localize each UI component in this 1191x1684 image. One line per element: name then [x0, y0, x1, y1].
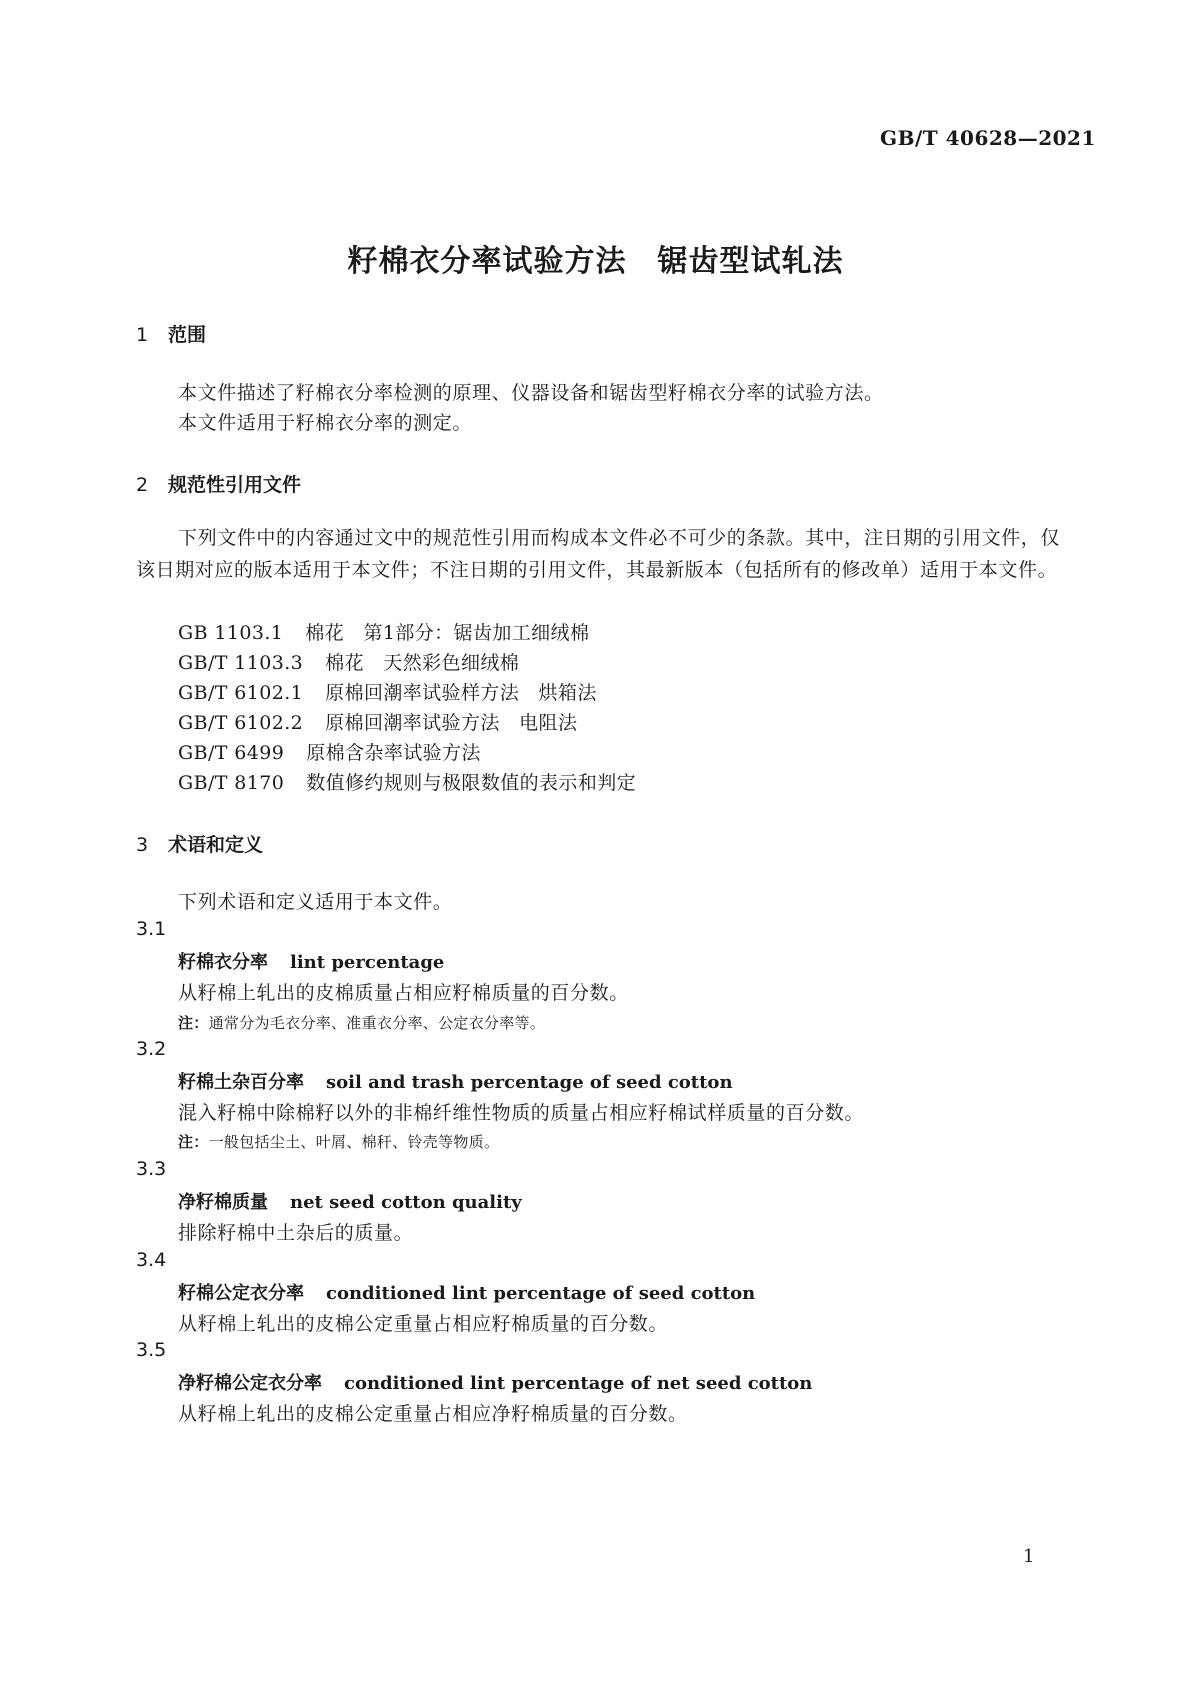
- section-number: 1: [136, 324, 149, 346]
- term-entry: [178, 1188, 522, 1214]
- clause-number: 3.1: [136, 918, 167, 940]
- term-definition: 混入籽棉中除棉籽以外的非棉纤维性物质的质量占相应籽棉试样质量的百分数。: [178, 1102, 865, 1124]
- section-3-heading: [136, 830, 263, 857]
- paragraph: 本文件适用于籽棉衣分率的测定。: [178, 412, 473, 434]
- reference-title: 原棉回潮率试验样方法 烘箱法: [325, 682, 597, 704]
- reference-item: [178, 678, 597, 705]
- term-definition: 从籽棉上轧出的皮棉公定重量占相应籽棉质量的百分数。: [178, 1313, 669, 1335]
- term-note: [178, 1131, 499, 1152]
- paragraph: 下列术语和定义适用于本文件。: [178, 891, 453, 913]
- term-definition: 从籽棉上轧出的皮棉公定重量占相应净籽棉质量的百分数。: [178, 1403, 688, 1425]
- term-entry: [178, 1068, 733, 1094]
- section-1-heading: [136, 320, 206, 347]
- reference-item: [178, 738, 481, 765]
- section-2-heading: [136, 470, 301, 497]
- term-note: [178, 1012, 545, 1033]
- reference-title: 原棉含杂率试验方法: [306, 742, 481, 764]
- paragraph: 本文件描述了籽棉衣分率检测的原理、仪器设备和锯齿型籽棉衣分率的试验方法。: [178, 382, 884, 404]
- clause-number: 3.3: [136, 1158, 167, 1180]
- term-en: lint percentage: [290, 952, 445, 973]
- term-zh: 籽棉土杂百分率: [178, 1072, 304, 1093]
- section-title: 范围: [168, 324, 207, 346]
- section-number: 3: [136, 834, 149, 856]
- reference-code: GB/T 1103.3: [178, 652, 304, 674]
- term-en: net seed cotton quality: [290, 1192, 522, 1213]
- reference-item: [178, 708, 577, 735]
- reference-title: 棉花 天然彩色细绒棉: [325, 652, 520, 674]
- document-title: 籽棉衣分率试验方法 锯齿型试轧法: [347, 244, 844, 279]
- term-en: conditioned lint percentage of seed cotton: [326, 1283, 756, 1304]
- reference-item: [178, 618, 589, 645]
- standard-code: GB/T 40628—2021: [880, 126, 1096, 150]
- note-label: 注：: [178, 1133, 209, 1151]
- reference-title: 原棉回潮率试验方法 电阻法: [325, 712, 578, 734]
- section-title: 术语和定义: [168, 834, 264, 856]
- paragraph: 下列文件中的内容通过文中的规范性引用而构成本文件必不可少的条款。其中，注日期的引用文件，仅该日期对应的版本适用于本文件；不注日期的引用文件，其最新版本（包括所有的修改单）适用于本文件。: [136, 527, 1061, 581]
- clause-number: 3.4: [136, 1249, 167, 1271]
- section-number: 2: [136, 474, 149, 496]
- clause-number: 3.5: [136, 1339, 167, 1361]
- term-entry: [178, 1279, 755, 1305]
- reference-code: GB/T 6499: [178, 742, 285, 764]
- note-label: 注：: [178, 1014, 209, 1032]
- term-en: soil and trash percentage of seed cotton: [326, 1072, 733, 1093]
- term-zh: 籽棉衣分率: [178, 952, 268, 973]
- section-title: 规范性引用文件: [168, 474, 302, 496]
- term-zh: 籽棉公定衣分率: [178, 1283, 304, 1304]
- clause-number: 3.2: [136, 1038, 167, 1060]
- reference-code: GB/T 6102.1: [178, 682, 304, 704]
- term-definition: 从籽棉上轧出的皮棉质量占相应籽棉质量的百分数。: [178, 982, 629, 1004]
- term-entry: [178, 1369, 812, 1395]
- reference-item: [178, 648, 519, 675]
- term-zh: 净籽棉质量: [178, 1192, 268, 1213]
- term-entry: [178, 948, 444, 974]
- reference-code: GB/T 6102.2: [178, 712, 304, 734]
- reference-title: 棉花 第1部分：锯齿加工细绒棉: [305, 622, 590, 644]
- term-definition: 排除籽棉中土杂后的质量。: [178, 1222, 414, 1244]
- page-number: 1: [1023, 1546, 1035, 1567]
- term-en: conditioned lint percentage of net seed cotton: [344, 1373, 813, 1394]
- term-zh: 净籽棉公定衣分率: [178, 1373, 322, 1394]
- note-text: 一般包括尘土、叶屑、棉秆、铃壳等物质。: [208, 1133, 500, 1151]
- reference-code: GB/T 8170: [178, 772, 285, 794]
- reference-item: [178, 768, 636, 795]
- note-text: 通常分为毛衣分率、准重衣分率、公定衣分率等。: [208, 1014, 546, 1032]
- reference-code: GB 1103.1: [178, 622, 284, 644]
- reference-title: 数值修约规则与极限数值的表示和判定: [306, 772, 637, 794]
